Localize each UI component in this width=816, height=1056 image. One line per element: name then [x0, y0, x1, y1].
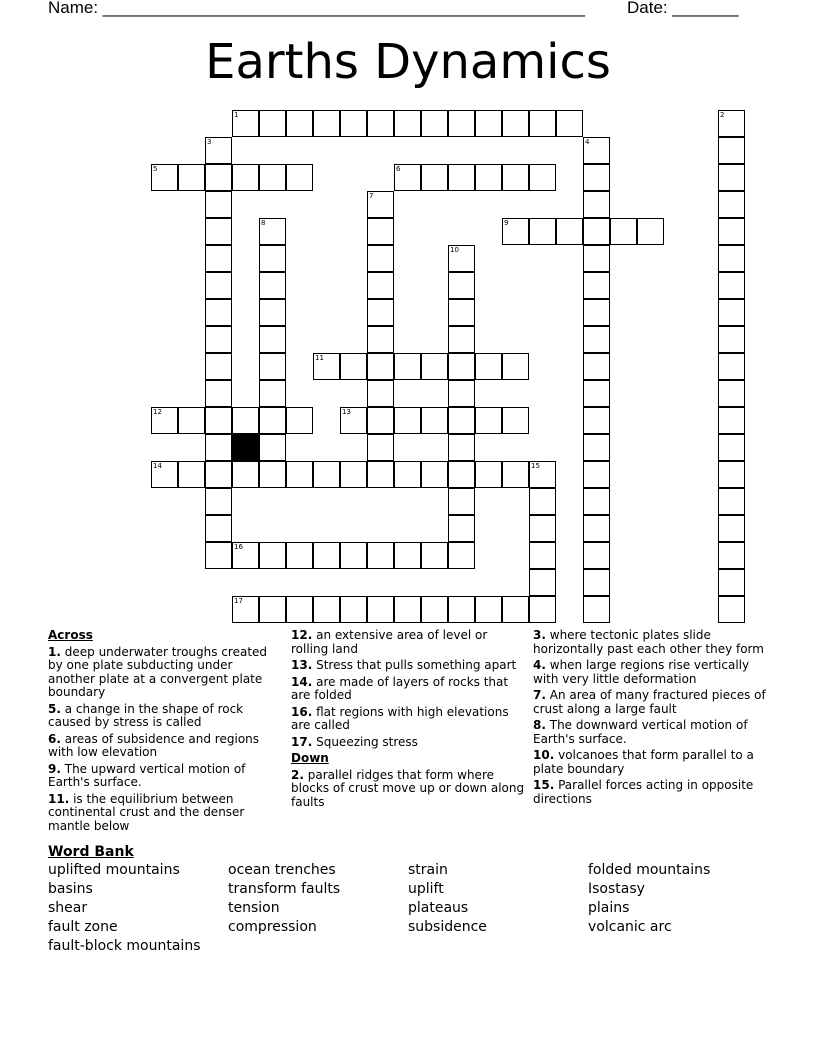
- crossword-cell[interactable]: [205, 272, 232, 299]
- crossword-cell[interactable]: [205, 353, 232, 380]
- clues-column-2: [291, 629, 527, 812]
- crossword-cell[interactable]: [394, 596, 421, 623]
- crossword-cell[interactable]: [421, 110, 448, 137]
- crossword-cell[interactable]: [205, 515, 232, 542]
- clue-number: 15: [531, 462, 540, 470]
- crossword-cell[interactable]: [475, 353, 502, 380]
- crossword-cell[interactable]: [718, 596, 745, 623]
- name-field[interactable]: Name: ___________________________________________________: [48, 0, 585, 17]
- crossword-cell[interactable]: [205, 218, 232, 245]
- crossword-cell[interactable]: [340, 461, 367, 488]
- crossword-cell[interactable]: [178, 407, 205, 434]
- crossword-cell[interactable]: [367, 542, 394, 569]
- crossword-cell[interactable]: [583, 434, 610, 461]
- crossword-cell[interactable]: [529, 515, 556, 542]
- crossword-cell[interactable]: [502, 110, 529, 137]
- crossword-cell[interactable]: [448, 461, 475, 488]
- crossword-cell[interactable]: [205, 326, 232, 353]
- crossword-cell[interactable]: [367, 245, 394, 272]
- crossword-cell[interactable]: [475, 596, 502, 623]
- down-clue-2: 2. parallel ridges that form where blocks of crust move up or down along faults: [291, 767, 525, 809]
- crossword-cell[interactable]: [205, 299, 232, 326]
- word-bank-item: compression: [228, 919, 317, 935]
- crossword-cell[interactable]: [340, 353, 367, 380]
- crossword-cell[interactable]: [448, 353, 475, 380]
- crossword-cell[interactable]: [583, 515, 610, 542]
- date-field[interactable]: Date: _______: [627, 0, 739, 17]
- clues-column-1: [48, 629, 274, 836]
- crossword-cell[interactable]: [232, 596, 259, 623]
- crossword-cell[interactable]: [151, 407, 178, 434]
- crossword-cell[interactable]: [448, 542, 475, 569]
- crossword-cell[interactable]: [367, 299, 394, 326]
- clue-number: 10: [450, 246, 459, 254]
- crossword-cell[interactable]: [259, 326, 286, 353]
- word-bank-item: uplifted mountains: [48, 862, 180, 878]
- down-heading: Down: [291, 751, 329, 765]
- crossword-cell[interactable]: [178, 164, 205, 191]
- crossword-cell[interactable]: [556, 110, 583, 137]
- crossword-cell[interactable]: [610, 218, 637, 245]
- crossword-cell[interactable]: [475, 461, 502, 488]
- word-bank-item: uplift: [408, 881, 444, 897]
- crossword-cell[interactable]: [583, 272, 610, 299]
- crossword-cell[interactable]: [259, 110, 286, 137]
- word-bank-item: volcanic arc: [588, 919, 672, 935]
- crossword-cell[interactable]: [367, 191, 394, 218]
- crossword-cell[interactable]: [502, 218, 529, 245]
- word-bank-list: [48, 862, 788, 955]
- crossword-cell[interactable]: [394, 407, 421, 434]
- word-bank-item: ocean trenches: [228, 862, 336, 878]
- clue-number: 11: [315, 354, 324, 362]
- crossword-cell[interactable]: [313, 461, 340, 488]
- crossword-cell[interactable]: [286, 110, 313, 137]
- crossword-cell[interactable]: [502, 596, 529, 623]
- crossword-cell[interactable]: [367, 461, 394, 488]
- crossword-cell[interactable]: [718, 461, 745, 488]
- crossword-cell[interactable]: [718, 110, 745, 137]
- crossword-cell[interactable]: [718, 488, 745, 515]
- crossword-cell[interactable]: [394, 461, 421, 488]
- across-clue-5: 5. a change in the shape of rock caused by stress is called: [48, 701, 244, 729]
- crossword-cell[interactable]: [367, 353, 394, 380]
- word-bank-item: strain: [408, 862, 448, 878]
- across-clue-16: 16. flat regions with high elevations are called: [291, 704, 509, 732]
- crossword-cell[interactable]: [529, 218, 556, 245]
- crossword-cell[interactable]: [448, 488, 475, 515]
- crossword-cell[interactable]: [718, 164, 745, 191]
- crossword-cell[interactable]: [583, 245, 610, 272]
- crossword-cell[interactable]: [583, 191, 610, 218]
- crossword-cell[interactable]: [340, 407, 367, 434]
- across-clue-11: 11. is the equilibrium between continental crust and the denser mantle below: [48, 791, 245, 833]
- crossword-cell[interactable]: [394, 110, 421, 137]
- clue-number: 13: [342, 408, 351, 416]
- clue-number: 1: [234, 111, 239, 119]
- crossword-cell[interactable]: [583, 326, 610, 353]
- crossword-cell[interactable]: [718, 353, 745, 380]
- crossword-cell[interactable]: [583, 137, 610, 164]
- word-bank-item: shear: [48, 900, 88, 916]
- crossword-cell[interactable]: [718, 272, 745, 299]
- crossword-cell[interactable]: [313, 542, 340, 569]
- clue-number: 16: [234, 543, 243, 551]
- word-bank-item: plains: [588, 900, 630, 916]
- crossword-cell[interactable]: [259, 353, 286, 380]
- crossword-cell[interactable]: [448, 434, 475, 461]
- crossword-cell[interactable]: [286, 596, 313, 623]
- crossword-cell[interactable]: [205, 542, 232, 569]
- crossword-cell[interactable]: [205, 137, 232, 164]
- crossword-cell[interactable]: [232, 461, 259, 488]
- across-clue-17: 17. Squeezing stress: [291, 734, 418, 749]
- crossword-cell[interactable]: [421, 353, 448, 380]
- crossword-cell[interactable]: [367, 380, 394, 407]
- crossword-cell[interactable]: [421, 542, 448, 569]
- crossword-cell[interactable]: [583, 569, 610, 596]
- crossword-cell[interactable]: [259, 380, 286, 407]
- word-bank-item: subsidence: [408, 919, 487, 935]
- down-clue-8: 8. The downward vertical motion of Earth's surface.: [533, 718, 748, 746]
- crossword-cell[interactable]: [475, 407, 502, 434]
- crossword-cell[interactable]: [259, 542, 286, 569]
- clue-number: 17: [234, 597, 243, 605]
- crossword-cell[interactable]: [583, 407, 610, 434]
- clue-number: 2: [720, 111, 725, 119]
- word-bank: [48, 844, 788, 955]
- crossword-cell[interactable]: [259, 164, 286, 191]
- crossword-cell[interactable]: [313, 110, 340, 137]
- word-bank-item: Isostasy: [588, 881, 645, 897]
- crossword-cell[interactable]: [583, 461, 610, 488]
- crossword-cell[interactable]: [718, 245, 745, 272]
- crossword-cell[interactable]: [556, 218, 583, 245]
- crossword-cell[interactable]: [448, 326, 475, 353]
- crossword-cell[interactable]: [448, 596, 475, 623]
- crossword-cell[interactable]: [286, 407, 313, 434]
- crossword-cell[interactable]: [475, 164, 502, 191]
- crossword-cell[interactable]: [583, 353, 610, 380]
- crossword-cell[interactable]: [718, 380, 745, 407]
- crossword-cell[interactable]: [448, 272, 475, 299]
- crossword-cell[interactable]: [502, 461, 529, 488]
- crossword-cell[interactable]: [232, 110, 259, 137]
- word-bank-title: Word Bank: [48, 844, 134, 860]
- crossword-cell[interactable]: [367, 407, 394, 434]
- crossword-cell[interactable]: [205, 434, 232, 461]
- crossword-cell[interactable]: [448, 380, 475, 407]
- crossword-cell[interactable]: [232, 542, 259, 569]
- word-bank-item: plateaus: [408, 900, 469, 916]
- clues-column-3: [533, 629, 773, 809]
- crossword-cell[interactable]: [502, 407, 529, 434]
- crossword-cell[interactable]: [259, 434, 286, 461]
- crossword-cell[interactable]: [718, 407, 745, 434]
- crossword-cell[interactable]: [718, 299, 745, 326]
- crossword-cell[interactable]: [421, 164, 448, 191]
- crossword-cell[interactable]: [448, 245, 475, 272]
- crossword-cell[interactable]: [178, 461, 205, 488]
- crossword-cell[interactable]: [367, 110, 394, 137]
- across-heading: Across: [48, 628, 93, 642]
- clue-number: 9: [504, 219, 509, 227]
- crossword-cell[interactable]: [637, 218, 664, 245]
- crossword-cell[interactable]: [529, 569, 556, 596]
- crossword-cell[interactable]: [529, 488, 556, 515]
- crossword-cell[interactable]: [259, 596, 286, 623]
- crossword-cell[interactable]: [529, 461, 556, 488]
- crossword-cell[interactable]: [232, 407, 259, 434]
- crossword-cell[interactable]: [718, 191, 745, 218]
- word-bank-item: tension: [228, 900, 280, 916]
- clue-number: 5: [153, 165, 158, 173]
- crossword-black-cell: [232, 434, 259, 461]
- crossword-cell[interactable]: [583, 488, 610, 515]
- crossword-cell[interactable]: [448, 515, 475, 542]
- crossword-cell[interactable]: [448, 110, 475, 137]
- crossword-cell[interactable]: [286, 461, 313, 488]
- crossword-cell[interactable]: [151, 164, 178, 191]
- clue-number: 4: [585, 138, 590, 146]
- crossword-cell[interactable]: [232, 164, 259, 191]
- crossword-cell[interactable]: [367, 326, 394, 353]
- crossword-cell[interactable]: [448, 299, 475, 326]
- crossword-cell[interactable]: [583, 218, 610, 245]
- crossword-cell[interactable]: [286, 164, 313, 191]
- crossword-cell[interactable]: [205, 164, 232, 191]
- crossword-cell[interactable]: [448, 407, 475, 434]
- across-clue-12: 12. an extensive area of level or rolling land: [291, 628, 488, 656]
- word-bank-item: basins: [48, 881, 93, 897]
- crossword-cell[interactable]: [718, 434, 745, 461]
- crossword-cell[interactable]: [475, 110, 502, 137]
- clue-number: 3: [207, 138, 212, 146]
- crossword-cell[interactable]: [718, 515, 745, 542]
- crossword-cell[interactable]: [502, 164, 529, 191]
- crossword-cell[interactable]: [421, 461, 448, 488]
- crossword-cell[interactable]: [205, 380, 232, 407]
- crossword-cell[interactable]: [313, 353, 340, 380]
- word-bank-item: folded mountains: [588, 862, 711, 878]
- crossword-cell[interactable]: [367, 272, 394, 299]
- across-clue-9: 9. The upward vertical motion of Earth's surface.: [48, 761, 246, 789]
- crossword-cell[interactable]: [259, 218, 286, 245]
- crossword-cell[interactable]: [394, 353, 421, 380]
- crossword-cell[interactable]: [259, 299, 286, 326]
- down-clue-4: 4. when large regions rise vertically with very little deformation: [533, 658, 750, 686]
- word-bank-item: fault zone: [48, 919, 118, 935]
- clue-number: 14: [153, 462, 162, 470]
- down-clue-3: 3. where tectonic plates slide horizontally past each other they form: [533, 628, 764, 656]
- crossword-cell[interactable]: [259, 272, 286, 299]
- crossword-cell[interactable]: [529, 110, 556, 137]
- crossword-cell[interactable]: [583, 164, 610, 191]
- page-title: Earths Dynamics: [205, 34, 611, 90]
- crossword-cell[interactable]: [286, 542, 313, 569]
- crossword-cell[interactable]: [205, 461, 232, 488]
- crossword-cell[interactable]: [259, 245, 286, 272]
- across-clue-6: 6. areas of subsidence and regions with low elevation: [48, 731, 260, 759]
- crossword-cell[interactable]: [151, 461, 178, 488]
- crossword-cell[interactable]: [718, 218, 745, 245]
- crossword-cell[interactable]: [448, 164, 475, 191]
- crossword-cell[interactable]: [340, 542, 367, 569]
- crossword-cell[interactable]: [367, 434, 394, 461]
- crossword-cell[interactable]: [394, 542, 421, 569]
- across-clue-14: 14. are made of layers of rocks that are folded: [291, 674, 509, 702]
- across-clue-13: 13. Stress that pulls something apart: [291, 658, 517, 672]
- word-bank-item: transform faults: [228, 881, 341, 897]
- down-clue-10: 10. volcanoes that form parallel to a plate boundary: [533, 748, 754, 776]
- crossword-cell[interactable]: [529, 164, 556, 191]
- crossword-cell[interactable]: [529, 596, 556, 623]
- crossword-cell[interactable]: [529, 542, 556, 569]
- crossword-cell[interactable]: [367, 218, 394, 245]
- crossword-cell[interactable]: [583, 299, 610, 326]
- crossword-cell[interactable]: [583, 380, 610, 407]
- crossword-cell[interactable]: [718, 542, 745, 569]
- crossword-cell[interactable]: [718, 137, 745, 164]
- down-clue-15: 15. Parallel forces acting in opposite directions: [533, 778, 754, 806]
- crossword-cell[interactable]: [502, 353, 529, 380]
- crossword-cell[interactable]: [421, 407, 448, 434]
- clue-number: 12: [153, 408, 162, 416]
- crossword-cell[interactable]: [340, 110, 367, 137]
- crossword-cell[interactable]: [367, 596, 394, 623]
- crossword-cell[interactable]: [340, 596, 367, 623]
- crossword-cell[interactable]: [583, 596, 610, 623]
- clue-number: 7: [369, 192, 374, 200]
- clue-number: 8: [261, 219, 266, 227]
- crossword-cell[interactable]: [313, 596, 340, 623]
- crossword-cell[interactable]: [205, 488, 232, 515]
- crossword-cell[interactable]: [718, 326, 745, 353]
- crossword-cell[interactable]: [205, 407, 232, 434]
- across-clue-1: 1. deep underwater troughs created by one plate subducting under another plate at a convergent plate boundary: [48, 644, 268, 699]
- clue-number: 6: [396, 165, 401, 173]
- word-bank-item: fault-block mountains: [48, 938, 201, 954]
- down-clue-7: 7. An area of many fractured pieces of crust along a large fault: [533, 688, 766, 716]
- crossword-cell[interactable]: [205, 245, 232, 272]
- crossword-cell[interactable]: [583, 542, 610, 569]
- crossword-cell[interactable]: [259, 407, 286, 434]
- crossword-cell[interactable]: [259, 461, 286, 488]
- crossword-cell[interactable]: [421, 596, 448, 623]
- crossword-cell[interactable]: [205, 191, 232, 218]
- crossword-cell[interactable]: [718, 569, 745, 596]
- crossword-cell[interactable]: [394, 164, 421, 191]
